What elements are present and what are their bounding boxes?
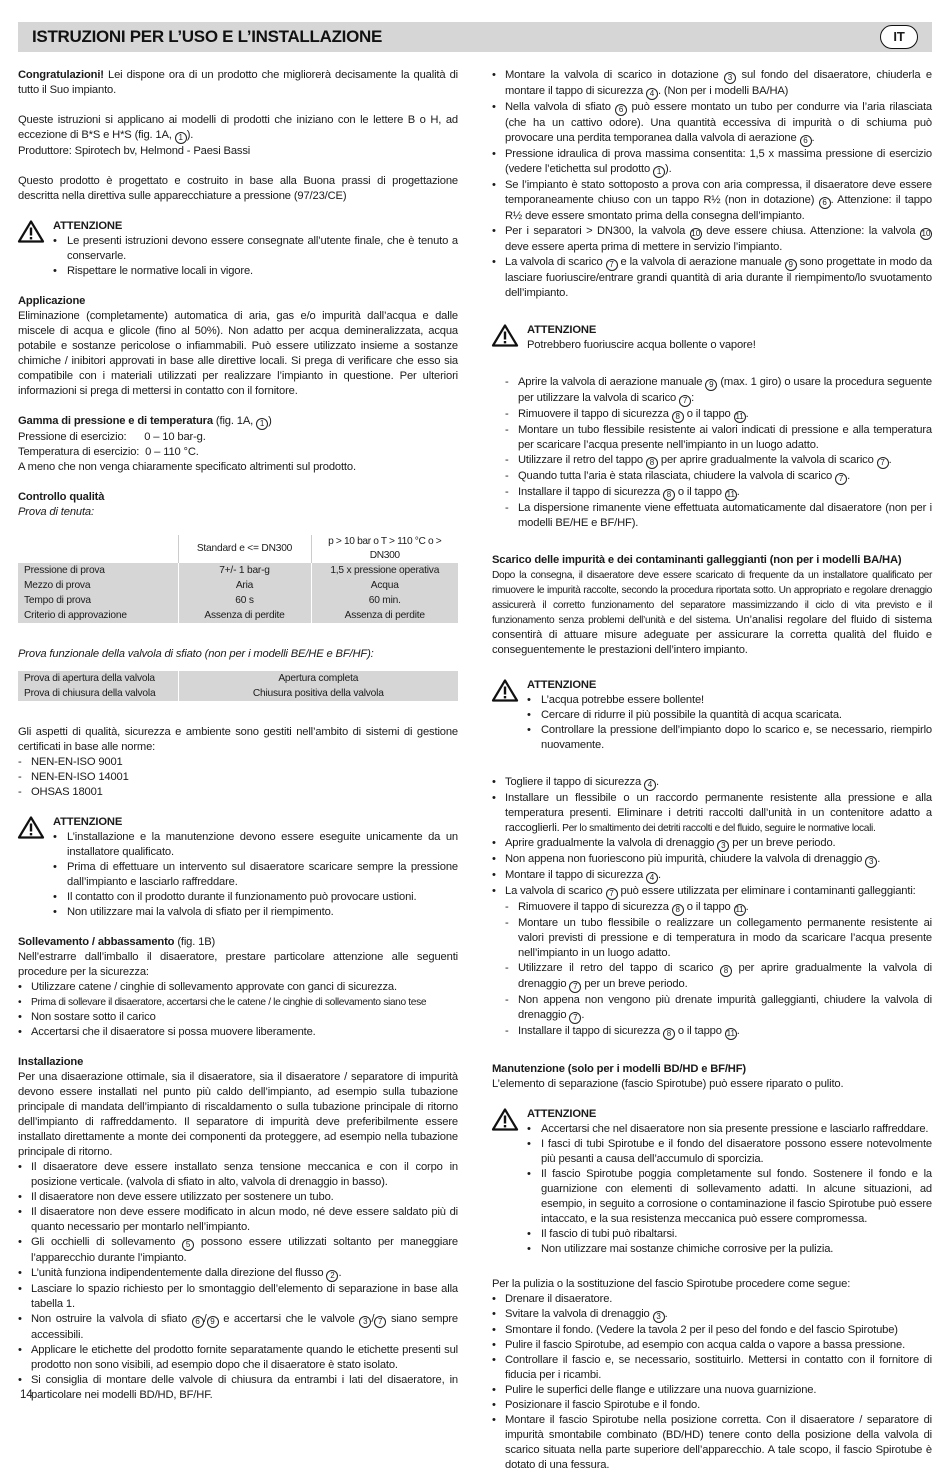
producer-line: Produttore: Spirotech bv, Helmond - Paesi Bassi bbox=[18, 145, 251, 157]
list-item: • Montare la valvola di scarico in dotazione 3 sul fondo del disaeratore, chiuderla e montare il tappo di sicurezza 4 . (Non per i modelli BA/HA) bbox=[492, 68, 932, 100]
table-row: Prova di chiusura della valvola Chiusura positiva della valvola bbox=[18, 686, 458, 701]
warning-icon bbox=[18, 220, 44, 243]
list-item: - Installare il tappo di sicurezza 8 o il tappo 11 . bbox=[492, 1024, 932, 1040]
circled-number: 8 bbox=[646, 457, 658, 469]
list-item: - Quando tutta l’aria è stata rilasciata, chiudere la valvola di scarico 7 . bbox=[492, 469, 932, 485]
circled-number: 7 bbox=[374, 1316, 386, 1328]
tightness-test-table bbox=[18, 535, 458, 623]
table-header-row: Standard e <= DN300 p > 10 bar o T > 110 °C o > DN300 bbox=[18, 535, 458, 563]
circled-number: 7 bbox=[606, 888, 618, 900]
circled-number: 1 bbox=[256, 418, 268, 430]
temperature-range: Temperatura di esercizio: 0 – 110 °C. bbox=[18, 446, 199, 458]
warning-title: ATTENZIONE bbox=[53, 816, 123, 828]
list-item: - OHSAS 18001 bbox=[18, 785, 458, 800]
warning-title: ATTENZIONE bbox=[53, 220, 123, 232]
circled-number: 8 bbox=[663, 1028, 675, 1040]
norms-list bbox=[18, 755, 458, 800]
section-title-scarico: Scarico delle impurità e dei contaminanti galleggianti (non per i modelli BA/HA) bbox=[492, 554, 902, 566]
list-item: • La valvola di scarico 7 e la valvola di aerazione manuale 9 sono progettate in modo da lasciare fuoriuscire/entrare grandi quantità di aria durante il riempimento/lo svuotamento dell’impianto. bbox=[492, 255, 932, 301]
circled-number: 4 bbox=[646, 872, 658, 884]
warning-icon bbox=[492, 679, 518, 702]
list-item: - Rimuovere il tappo di sicurezza 8 o il tappo 11 . bbox=[492, 407, 932, 423]
list-item: - NEN-EN-ISO 9001 bbox=[18, 755, 458, 770]
table-row: Criterio di approvazione Assenza di perdite Assenza di perdite bbox=[18, 608, 458, 623]
section-title-controllo: Controllo qualità bbox=[18, 491, 105, 503]
circled-number: 3 bbox=[653, 1311, 665, 1323]
floating-contaminants-list bbox=[492, 900, 932, 1040]
list-item: • Montare il tappo di sicurezza 4 . bbox=[492, 868, 932, 884]
right-column bbox=[492, 68, 932, 1473]
list-item: • Installare un flessibile o un raccordo permanente resistente alla pressione e alla temperatura presenti. Eliminare i detriti raccolti dall’unità in un contenitore adatto a raccoglierli. Per lo smaltimento dei detriti raccolti e del fluido, seguire le normative locali. bbox=[492, 791, 932, 836]
installation-list bbox=[18, 1160, 458, 1403]
list-item: • Rispettare le normative locali in vigore. bbox=[53, 264, 458, 279]
circled-number: 6 bbox=[819, 197, 831, 209]
page-header bbox=[18, 22, 932, 52]
list-item: • Il disaeratore non deve essere modificato in alcun modo, né deve essere saldato più di quanto necessario per montarlo nell’impianto. bbox=[18, 1205, 458, 1235]
warning-icon bbox=[18, 816, 44, 839]
warning-title: ATTENZIONE bbox=[527, 324, 597, 336]
list-item: - Utilizzare il retro del tappo di scarico 8 per aprire gradualmente la valvola di drenaggio 7 per un breve periodo. bbox=[492, 961, 932, 993]
list-item: - Non appena non vengono più drenate impurità galleggianti, chiudere la valvola di drenaggio 7 . bbox=[492, 993, 932, 1024]
models-paragraph: Queste istruzioni si applicano ai modelli di prodotti che iniziano con le lettere B o H, ad eccezione di B*S e H*S (fig. 1A, 1 ). bbox=[18, 114, 458, 142]
list-item: • Accertarsi che nel disaeratore non sia presente pressione e lasciarlo raffreddare. bbox=[527, 1122, 932, 1137]
warning-block bbox=[18, 815, 458, 920]
list-item: • Smontare il fondo. (Vedere la tavola 2 per il peso del fondo e del fascio Spirotube) bbox=[492, 1323, 932, 1338]
table-row: Pressione di prova 7+/- 1 bar-g 1,5 x pressione operativa bbox=[18, 563, 458, 578]
warning-block bbox=[18, 219, 458, 279]
list-item: • I fasci di tubi Spirotube e il fondo del disaeratore possono essere notevolmente più pesanti a causa dell’accumulo di sporcizia. bbox=[527, 1137, 932, 1167]
list-item: • Gli occhielli di sollevamento 5 possono essere utilizzati soltanto per maneggiare l’apparecchio durante l’impianto. bbox=[18, 1235, 458, 1266]
list-item: • Pulire le superfici delle flange e utilizzare una nuova guarnizione. bbox=[492, 1383, 932, 1398]
list-item: • Non utilizzare mai sostanze chimiche corrosive per la pulizia. bbox=[527, 1242, 932, 1257]
pressure-range: Pressione di esercizio: 0 – 10 bar-g. bbox=[18, 431, 206, 443]
circled-number: 8 bbox=[672, 411, 684, 423]
circled-number: 11 bbox=[726, 1029, 735, 1038]
list-item: • Utilizzare catene / cinghie di sollevamento approvate con ganci di sicurezza. bbox=[18, 980, 458, 995]
section-title-installazione: Installazione bbox=[18, 1056, 84, 1068]
table-row: Tempo di prova 60 s 60 min. bbox=[18, 593, 458, 608]
list-item: • Per i separatori > DN300, la valvola 10 deve essere chiusa. Attenzione: la valvola 10 deve essere aperta prima di mettere in servizio l’impianto. bbox=[492, 224, 932, 255]
list-item: • Montare il fascio Spirotube nella posizione corretta. Con il disaeratore / separatore di impurità smontabile combinato (BD/HD) tenere conto della posizione della valvola di scarico situata nella parte superiore dell’apparecchio. A tale scopo, il fascio Spirotube è dotato di una fessura. bbox=[492, 1413, 932, 1473]
circled-number: 7 bbox=[569, 981, 581, 993]
circled-number: 9 bbox=[705, 379, 717, 391]
function-test-table bbox=[18, 671, 458, 701]
maintenance-paragraph: L’elemento di separazione (fascio Spirotube) può essere riparato o pulito. bbox=[492, 1078, 844, 1090]
list-item: - Montare un tubo flessibile o realizzare un collegamento permanente resistente ai valori previsti di pressione e di temperatura in modo da scaricare l’acqua presente nell’impianto in un luogo adatto. bbox=[492, 916, 932, 961]
list-item: • Prima di sollevare il disaeratore, accertarsi che le catene / le cinghie di sollevamento siano tese bbox=[18, 995, 458, 1010]
list-item: • Il disaeratore non deve essere utilizzato per sostenere un tubo. bbox=[18, 1190, 458, 1205]
list-item: • Pressione idraulica di prova massima consentita: 1,5 x massima pressione di esercizio (vedere l’etichetta sul prodotto 1 ). bbox=[492, 147, 932, 178]
warning-text: Potrebbero fuoriuscire acqua bollente o vapore! bbox=[527, 339, 756, 351]
list-item: • Il contatto con il prodotto durante il funzionamento può provocare ustioni. bbox=[53, 890, 458, 905]
list-item: • La valvola di scarico 7 può essere utilizzata per eliminare i contaminanti galleggianti: bbox=[492, 884, 932, 900]
circled-number: 8 bbox=[663, 489, 675, 501]
list-item: • Se l’impianto è stato sottoposto a prova con aria compressa, il disaeratore deve essere temporaneamente chiuso con un tappo R½ (non in dotazione) 6 . Attenzione: il tappo R½ deve essere smontato prima della consegna dell’impianto. bbox=[492, 178, 932, 224]
list-item: • Non ostruire la valvola di sfiato 6 / 9 e accertarsi che le valvole 3 / 7 siano sempre accessibili. bbox=[18, 1312, 458, 1343]
list-item: • Controllare la pressione dell’impianto dopo lo scarico e, se necessario, riempirlo nuovamente. bbox=[527, 723, 932, 753]
list-item: - NEN-EN-ISO 14001 bbox=[18, 770, 458, 785]
list-item: - Installare il tappo di sicurezza 8 o il tappo 11 . bbox=[492, 485, 932, 501]
lift-paragraph: Nell’estrarre dall’imballo il disaeratore, prestare particolare attenzione alle seguenti procedure per la sicurezza: bbox=[18, 951, 458, 978]
left-column bbox=[18, 68, 458, 1403]
list-item: • Il fascio di tubi può ribaltarsi. bbox=[527, 1227, 932, 1242]
circled-number: 10 bbox=[921, 229, 931, 238]
section-title-manutenzione: Manutenzione (solo per i modelli BD/HD e BF/HF) bbox=[492, 1063, 746, 1075]
section-subtitle: Prova di tenuta: bbox=[18, 506, 94, 518]
circled-number: 2 bbox=[326, 1270, 338, 1282]
circled-number: 10 bbox=[691, 229, 701, 238]
list-item: - Utilizzare il retro del tappo 8 per aprire gradualmente la valvola di scarico 7 . bbox=[492, 453, 932, 469]
list-item: • Nella valvola di sfiato 6 può essere montato un tubo per condurre via l’aria rilasciata (che ha un cattivo odore). Una quantità eccessiva di impurità o di schiuma può provocare una perdita temporanea dalla valvola di aerazione 6 . bbox=[492, 100, 932, 147]
list-item: • Drenare il disaeratore. bbox=[492, 1292, 932, 1307]
warning-icon bbox=[492, 324, 518, 347]
list-item: • Svitare la valvola di drenaggio 3 . bbox=[492, 1307, 932, 1323]
range-note: A meno che non venga chiaramente specificato altrimenti sul prodotto. bbox=[18, 461, 356, 473]
circled-number: 7 bbox=[877, 457, 889, 469]
circled-number: 8 bbox=[672, 904, 684, 916]
circled-number: 9 bbox=[207, 1316, 219, 1328]
list-item: • Cercare di ridurre il più possibile la quantità di acqua scaricata. bbox=[527, 708, 932, 723]
circled-number: 5 bbox=[182, 1239, 194, 1251]
installation-list-continued bbox=[492, 68, 932, 301]
circled-number: 8 bbox=[720, 965, 732, 977]
cleaning-steps-list bbox=[492, 1292, 932, 1473]
list-item: • Posizionare il fascio Spirotube e il fondo. bbox=[492, 1398, 932, 1413]
range-heading: Gamma di pressione e di temperatura (fig. 1A, 1 ) bbox=[18, 415, 272, 428]
list-item: - Aprire la valvola di aerazione manuale 9 (max. 1 giro) o usare la procedura seguente per utilizzare la valvola di scarico 7 : bbox=[492, 375, 932, 407]
application-paragraph: Eliminazione (completamente) automatica di aria, gas e/o impurità dall’acqua e dalle miscele di acqua e glicole (fino al 50%). Non adatto per acqua demineralizzata, acqua potabile e sostanze pericolose o infiammabili. Può essere utilizzato insieme a sostanze chimiche / inibitori approvati in base alle direttive locali. Si prega di verificare che esso sia compatibile con i materiali utilizzati per realizzare l’impianto in questione. Per ulteriori informazioni si prega di mettersi in contatto con il fornitore. bbox=[18, 310, 458, 397]
cleaning-paragraph: Per la pulizia o la sostituzione del fascio Spirotube procedere come segue: bbox=[492, 1278, 851, 1290]
circled-number: 7 bbox=[569, 1012, 581, 1024]
circled-number: 6 bbox=[192, 1316, 204, 1328]
circled-number: 7 bbox=[606, 259, 618, 271]
function-test-title: Prova funzionale della valvola di sfiato (non per i modelli BE/HE e BF/HF): bbox=[18, 648, 374, 660]
list-item: • Non appena non fuoriescono più impurità, chiudere la valvola di drenaggio 3 . bbox=[492, 852, 932, 868]
list-item: • Prima di effettuare un intervento sul disaeratore scaricare sempre la pressione dall’impianto e lasciarlo raffreddare. bbox=[53, 860, 458, 890]
page-number: 14 bbox=[20, 1389, 33, 1401]
list-item: • Lasciare lo spazio richiesto per lo smontaggio dell’elemento di separazione in base alla tabella 1. bbox=[18, 1282, 458, 1312]
design-paragraph: Questo prodotto è progettato e costruito in base alla Buona prassi di progettazione descritta nella direttiva sulle apparecchiature a pressione (97/23/CE) bbox=[18, 175, 458, 202]
circled-number: 11 bbox=[735, 412, 744, 421]
circled-number: 7 bbox=[679, 395, 691, 407]
circled-number: 11 bbox=[735, 905, 744, 914]
circled-number: 7 bbox=[835, 473, 847, 485]
list-item: • Applicare le etichette del prodotto fornite separatamente quando le etichette presenti sul prodotto non sono visibili, ad esempio dopo che il disaeratore è stato isolato. bbox=[18, 1343, 458, 1373]
warning-title: ATTENZIONE bbox=[527, 1108, 597, 1120]
lift-list bbox=[18, 980, 458, 1040]
list-item: • Le presenti istruzioni devono essere consegnate all’utente finale, che è tenuto a conservarle. bbox=[53, 234, 458, 264]
list-item: • Non sostare sotto il carico bbox=[18, 1010, 458, 1025]
discharge-steps-list bbox=[492, 775, 932, 900]
lift-heading: Sollevamento / abbassamento (fig. 1B) bbox=[18, 936, 216, 948]
warning-block bbox=[492, 678, 932, 753]
section-title-applicazione: Applicazione bbox=[18, 295, 86, 307]
circled-number: 1 bbox=[175, 132, 187, 144]
list-item: • Accertarsi che il disaeratore si possa muovere liberamente. bbox=[18, 1025, 458, 1040]
circled-number: 1 bbox=[653, 166, 665, 178]
list-item: • Controllare il fascio e, se necessario, sostituirlo. Mettersi in contatto con il fornitore di fiducia per i ricambi. bbox=[492, 1353, 932, 1383]
list-item: - La dispersione rimanente viene effettuata automaticamente dal disaeratore (non per i modelli BE/HE e BF/HF). bbox=[492, 501, 932, 531]
list-item: • Si consiglia di montare delle valvole di chiusura da entrambi i lati del disaeratore, in particolare nei modelli BD/HD, BF/HF. bbox=[18, 1373, 458, 1403]
list-item: • Togliere il tappo di sicurezza 4 . bbox=[492, 775, 932, 791]
warning-title: ATTENZIONE bbox=[527, 679, 597, 691]
page-title: ISTRUZIONI PER L’USO E L’INSTALLAZIONE bbox=[32, 27, 383, 46]
circled-number: 3 bbox=[359, 1316, 371, 1328]
circled-number: 3 bbox=[724, 72, 736, 84]
list-item: - Montare un tubo flessibile resistente ai valori indicati di pressione e alla temperatura per scaricare l’acqua presente nell’impianto in un luogo adatto. bbox=[492, 423, 932, 453]
list-item: • L’unità funziona indipendentemente dalla direzione del flusso 2 . bbox=[18, 1266, 458, 1282]
warning-icon bbox=[492, 1108, 518, 1131]
quality-paragraph: Gli aspetti di qualità, sicurezza e ambiente sono gestiti nell’ambito di sistemi di gestione certificati in base alle norme: bbox=[18, 726, 458, 753]
table-row: Prova di apertura della valvola Apertura completa bbox=[18, 671, 458, 686]
list-item: • Pulire il fascio Spirotube, ad esempio con acqua calda o vapore a bassa pressione. bbox=[492, 1338, 932, 1353]
circled-number: 9 bbox=[785, 259, 797, 271]
list-item: • Il disaeratore deve essere installato senza tensione meccanica e con il corpo in posizione verticale. (valvola di sfiato in alto, valvola di drenaggio in basso). bbox=[18, 1160, 458, 1190]
list-item: - Rimuovere il tappo di sicurezza 8 o il tappo 11 . bbox=[492, 900, 932, 916]
circled-number: 3 bbox=[865, 856, 877, 868]
list-item: • L’installazione e la manutenzione devono essere eseguite unicamente da un installatore qualificato. bbox=[53, 830, 458, 860]
vent-procedure-list bbox=[492, 375, 932, 531]
list-item: • Il fascio Spirotube poggia completamente sul fondo. Sostenere il fondo e la guarnizione con elementi di sollevamento adatti. In alcune situazioni, ad esempio, in seguito a corrosione o contaminazione il fascio Spirotube può essere intaccato, e la sua resistenza meccanica può essere compromessa. bbox=[527, 1167, 932, 1227]
circled-number: 3 bbox=[717, 840, 729, 852]
list-item: • L’acqua potrebbe essere bollente! bbox=[527, 693, 932, 708]
intro-paragraph: Congratulazioni! Lei dispone ora di un prodotto che migliorerà decisamente la qualità di tutto il Suo impianto. bbox=[18, 69, 458, 96]
warning-block bbox=[492, 323, 932, 353]
circled-number: 6 bbox=[800, 135, 812, 147]
circled-number: 11 bbox=[726, 490, 735, 499]
language-badge: IT bbox=[880, 25, 918, 49]
circled-number: 6 bbox=[615, 104, 627, 116]
list-item: • Aprire gradualmente la valvola di drenaggio 3 per un breve periodo. bbox=[492, 836, 932, 852]
table-row: Mezzo di prova Aria Acqua bbox=[18, 578, 458, 593]
discharge-paragraph: Dopo la consegna, il disaeratore deve essere scaricato di frequente da un installatore qualificato per rimuovere le impurità raccolte, secondo la procedura riportata sotto. Un appropriato e regolare drenaggio assicurerà il corretto funzionamento del separatore massimizzando il ciclo di vita previsto e il funzionamento senza problemi dell’unità e del sistema. Un’analisi regolare del fluido di sistema consentirà di attuare misure adeguate per assicurare la corretta qualità del fluido e conseguentemente le prestazioni dell’intero impianto. bbox=[492, 570, 932, 656]
list-item: • Non utilizzare mai la valvola di sfiato per il riempimento. bbox=[53, 905, 458, 920]
circled-number: 4 bbox=[646, 88, 658, 100]
installation-paragraph: Per una disaerazione ottimale, sia il disaeratore, sia il disaeratore / separatore di impurità devono essere installati nel punto più caldo dell’impianto, ad esempio sulla tubazione principale di mandata dell’impianto di riscaldamento o sulla tubazione principale di ritorno dell’impianto di raffreddamento. Il separatore di impurità deve preferibilmente essere installato direttamente a monte dei componenti da proteggere, ad esempio nella tubazione principale di ritorno. bbox=[18, 1071, 458, 1158]
circled-number: 4 bbox=[644, 779, 656, 791]
warning-block bbox=[492, 1107, 932, 1257]
